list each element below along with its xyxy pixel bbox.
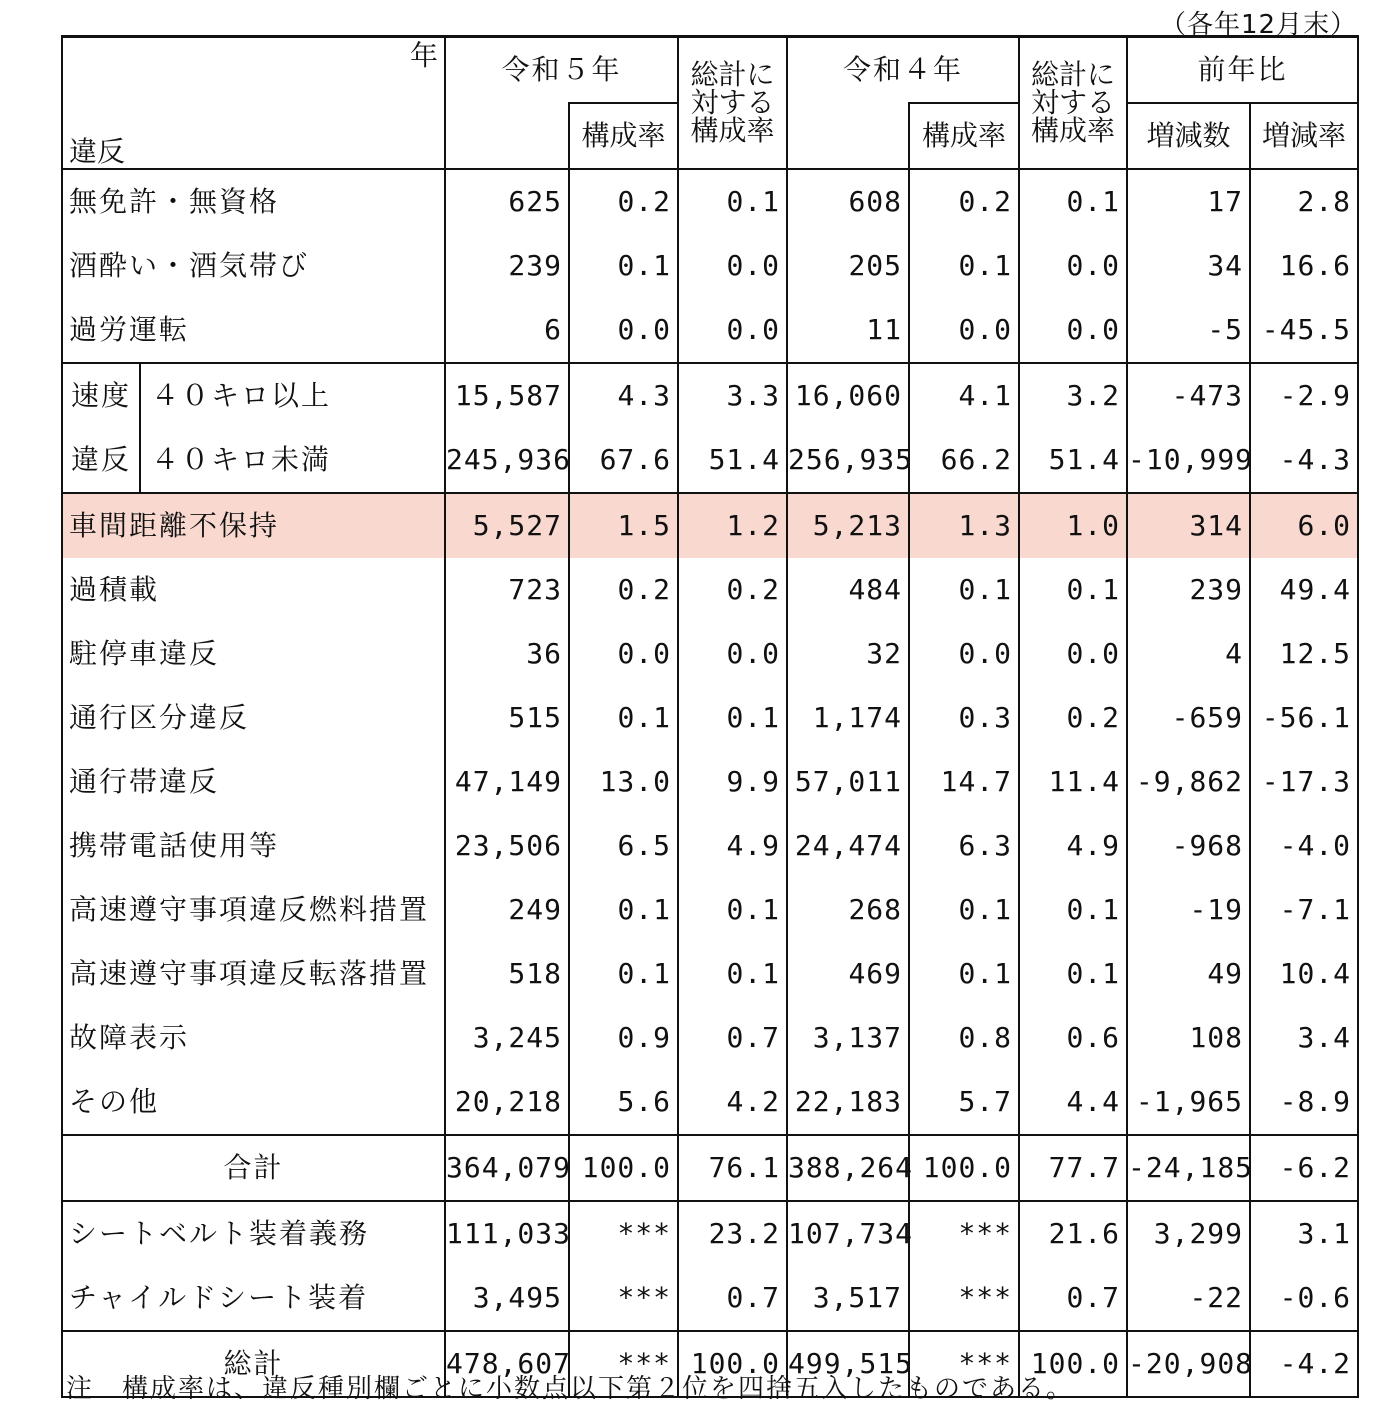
header-year-label: 年 (409, 39, 438, 72)
header-composition-r5: 構成率 (569, 103, 678, 169)
table-row-speed-under-40: 違反 ４０キロ未満 245,936 67.6 51.4 256,935 66.2 51.4 -10,999 -4.3 (62, 428, 1358, 493)
unit-note: （各年12月末） (1160, 10, 1358, 40)
header-composition-r4: 構成率 (909, 103, 1019, 169)
table-row: チャイルドシート装着 3,495 *** 0.7 3,517 *** 0.7 -22 -0.6 (62, 1266, 1358, 1331)
table-row: 通行区分違反 515 0.1 0.1 1,174 0.3 0.2 -659 -56.1 (62, 686, 1358, 750)
header-change-rate: 増減率 (1250, 103, 1358, 169)
header-r5: 令和５年 (445, 37, 678, 104)
header-yoy: 前年比 (1127, 37, 1358, 104)
table-row: 高速遵守事項違反燃料措置 249 0.1 0.1 268 0.1 0.1 -19 -7.1 (62, 878, 1358, 942)
speed-group-label: 違反 (63, 428, 141, 492)
table-row: シートベルト装着義務 111,033 *** 23.2 107,734 *** 21.6 3,299 3.1 (62, 1201, 1358, 1266)
header-violation-label: 違反 (69, 135, 126, 168)
table-row-speed-40-plus: 速度 ４０キロ以上 15,587 4.3 3.3 16,060 4.1 3.2 -473 -2.9 (62, 363, 1358, 428)
table-row: その他 20,218 5.6 4.2 22,183 5.7 4.4 -1,965 -8.9 (62, 1070, 1358, 1135)
table-row-subtotal: 合計 364,079 100.0 76.1 388,264 100.0 77.7 -24,185 -6.2 (62, 1135, 1358, 1201)
table-row: 酒酔い・酒気帯び 239 0.1 0.0 205 0.1 0.0 34 16.6 (62, 234, 1358, 298)
table-row: 無免許・無資格 625 0.2 0.1 608 0.2 0.1 17 2.8 (62, 169, 1358, 234)
violations-table (61, 35, 1359, 1398)
header-r4: 令和４年 (787, 37, 1019, 104)
table-row: 過労運転 6 0.0 0.0 11 0.0 0.0 -5 -45.5 (62, 298, 1358, 363)
speed-group-label: 速度 (63, 364, 141, 428)
table-row: 高速遵守事項違反転落措置 518 0.1 0.1 469 0.1 0.1 49 10.4 (62, 942, 1358, 1006)
header-share-r5: 総計に 対する 構成率 (678, 37, 787, 170)
header-share-r4: 総計に 対する 構成率 (1019, 37, 1127, 170)
table-row: 駐停車違反 36 0.0 0.0 32 0.0 0.0 4 12.5 (62, 622, 1358, 686)
table-row: 故障表示 3,245 0.9 0.7 3,137 0.8 0.6 108 3.4 (62, 1006, 1358, 1070)
footnote: 注 構成率は、違反種別欄ごとに小数点以下第２位を四捨五入したものである。 (66, 1374, 1075, 1404)
table-row: 過積載 723 0.2 0.2 484 0.1 0.1 239 49.4 (62, 558, 1358, 622)
table-row: 車間距離不保持 5,527 1.5 1.2 5,213 1.3 1.0 314 6.0 (62, 493, 1358, 558)
header-change-count: 増減数 (1127, 103, 1250, 169)
table-row: 携帯電話使用等 23,506 6.5 4.9 24,474 6.3 4.9 -968 -4.0 (62, 814, 1358, 878)
table-row-grand-total: 総計 478,607 *** 100.0 499,515 *** 100.0 -20,908 -4.2 (62, 1331, 1358, 1397)
header-corner (62, 37, 445, 170)
table-row: 通行帯違反 47,149 13.0 9.9 57,011 14.7 11.4 -9,862 -17.3 (62, 750, 1358, 814)
